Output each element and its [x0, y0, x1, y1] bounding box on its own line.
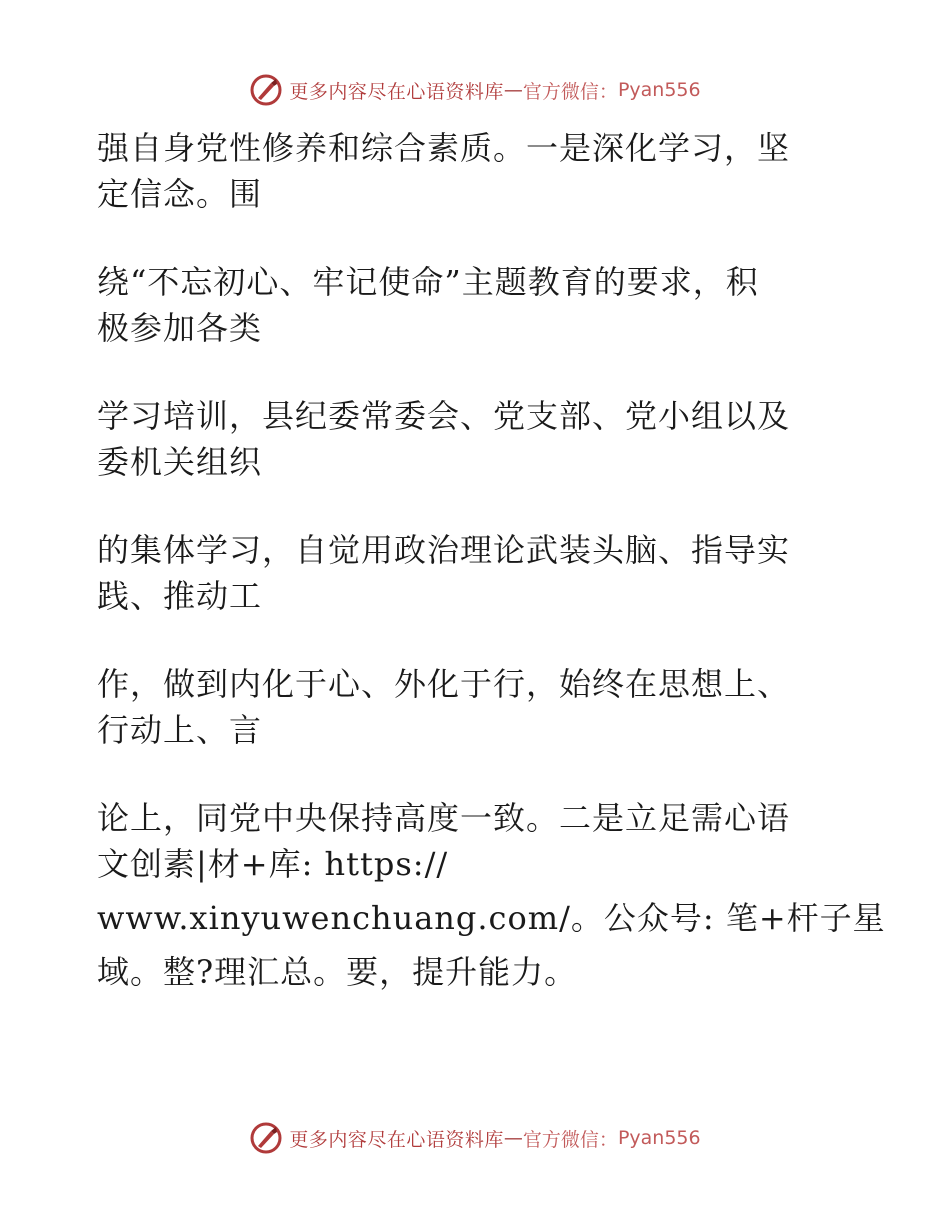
body-line: 委机关组织 [97, 443, 263, 481]
pen-logo-icon [249, 1121, 283, 1155]
body-line: 行动上、言 [97, 711, 263, 749]
footer-separator: — [503, 1127, 523, 1149]
body-line: 践、推动工 [97, 577, 263, 615]
body-line: 极参加各类 [97, 309, 263, 347]
body-line: 的集体学习，自觉用政治理论武装头脑、指导实 [97, 531, 791, 569]
body-line: 域。整?理汇总。要，提升能力。 [97, 953, 578, 991]
body-line: 定信念。围 [97, 175, 263, 213]
header-site-text: 更多内容尽在心语资料库 [289, 80, 504, 103]
header-banner [0, 70, 950, 110]
header-wechat-label: 官方微信： [522, 80, 618, 103]
header-separator: — [503, 79, 523, 101]
pen-logo-icon [249, 73, 283, 107]
body-line: 强自身党性修养和综合素质。一是深化学习，坚 [97, 129, 791, 167]
body-line: 作，做到内化于心、外化于行，始终在思想上、 [97, 665, 791, 703]
body-line: 文创素|材+库: https:// [97, 845, 449, 883]
document-body [97, 125, 886, 995]
body-line: www.xinyuwenchuang.com/。公众号: 笔+杆子星 [97, 899, 886, 937]
footer-banner [0, 1118, 950, 1158]
footer-site-text: 更多内容尽在心语资料库 [289, 1128, 504, 1151]
header-wechat-id: Pyan556 [617, 79, 701, 101]
footer-wechat-id: Pyan556 [617, 1127, 701, 1149]
body-line: 学习培训，县纪委常委会、党支部、党小组以及 [97, 397, 791, 435]
body-line: 绕“不忘初心、牢记使命”主题教育的要求，积 [97, 263, 759, 301]
body-line: 论上，同党中央保持高度一致。二是立足需心语 [97, 799, 791, 837]
footer-wechat-label: 官方微信： [522, 1128, 618, 1151]
